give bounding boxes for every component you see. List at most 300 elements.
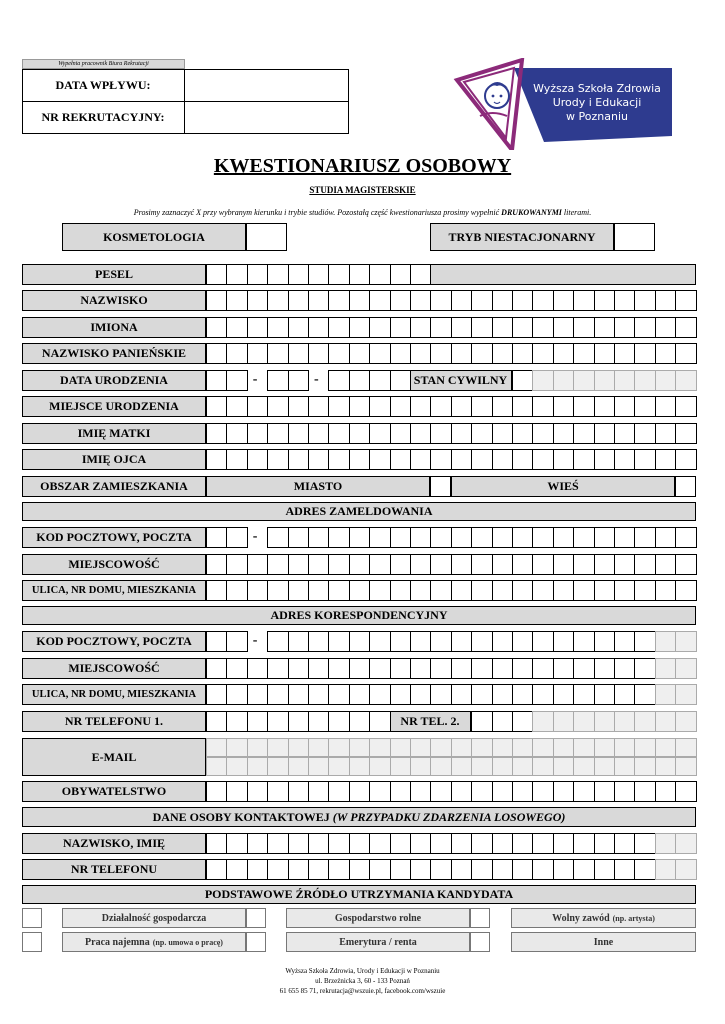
imie-ojca-cell[interactable] bbox=[206, 449, 227, 470]
email-1-cell[interactable] bbox=[655, 738, 676, 757]
imiona-cell[interactable] bbox=[206, 317, 227, 338]
email-1-cell[interactable] bbox=[451, 738, 472, 757]
email-1-cell[interactable] bbox=[553, 738, 574, 757]
kontakt-telefon-cell[interactable] bbox=[634, 859, 655, 880]
nazwisko-panienskie-cell[interactable] bbox=[349, 343, 370, 364]
nazwisko-cell[interactable] bbox=[288, 290, 309, 311]
imiona-cell[interactable] bbox=[512, 317, 533, 338]
kontakt-nazwisko-cell[interactable] bbox=[247, 833, 268, 854]
miejscowosc-cell[interactable] bbox=[288, 554, 309, 575]
kod-pocztowy-2b-cell[interactable] bbox=[553, 631, 574, 652]
kontakt-nazwisko-cell[interactable] bbox=[512, 833, 533, 854]
imiona-cell[interactable] bbox=[634, 317, 655, 338]
imie-matki-cell[interactable] bbox=[553, 423, 574, 444]
miejsce-urodzenia-cell[interactable] bbox=[471, 396, 492, 417]
nazwisko-panienskie-cell[interactable] bbox=[410, 343, 431, 364]
imiona-cell[interactable] bbox=[288, 317, 309, 338]
imiona-cell[interactable] bbox=[532, 317, 553, 338]
ulica-cell[interactable] bbox=[410, 580, 431, 601]
kod-pocztowy-2b-cell[interactable] bbox=[349, 631, 370, 652]
kod-pocztowy-2b-cell[interactable] bbox=[655, 631, 676, 652]
imie-matki-cell[interactable] bbox=[308, 423, 329, 444]
email-1-cell[interactable] bbox=[492, 738, 513, 757]
kod-pocztowy-b-cell[interactable] bbox=[532, 527, 553, 548]
kod-pocztowy-b-cell[interactable] bbox=[512, 527, 533, 548]
miejscowosc-cell[interactable] bbox=[512, 554, 533, 575]
checkbox-wies[interactable] bbox=[675, 476, 696, 497]
email-2-cell[interactable] bbox=[247, 757, 268, 776]
ulica-cell[interactable] bbox=[226, 580, 247, 601]
stan-cywilny-cell[interactable] bbox=[675, 370, 696, 391]
ulica-2-cell[interactable] bbox=[451, 684, 472, 705]
kontakt-telefon-cell[interactable] bbox=[655, 859, 676, 880]
kontakt-nazwisko-cell[interactable] bbox=[390, 833, 411, 854]
email-1-cell[interactable] bbox=[573, 738, 594, 757]
kod-pocztowy-cell[interactable] bbox=[206, 527, 227, 548]
kontakt-nazwisko-cell[interactable] bbox=[614, 833, 635, 854]
nazwisko-cell[interactable] bbox=[226, 290, 247, 311]
miejscowosc-2-cell[interactable] bbox=[390, 658, 411, 679]
miejscowosc-cell[interactable] bbox=[369, 554, 390, 575]
miejscowosc-2-cell[interactable] bbox=[410, 658, 431, 679]
kontakt-telefon-cell[interactable] bbox=[614, 859, 635, 880]
imie-matki-cell[interactable] bbox=[226, 423, 247, 444]
miejsce-urodzenia-cell[interactable] bbox=[634, 396, 655, 417]
imie-matki-cell[interactable] bbox=[206, 423, 227, 444]
obywatelstwo-cell[interactable] bbox=[451, 781, 472, 802]
telefon-2-cell[interactable] bbox=[471, 711, 492, 732]
kontakt-telefon-cell[interactable] bbox=[594, 859, 615, 880]
ulica-2-cell[interactable] bbox=[430, 684, 451, 705]
telefon-2-cell[interactable] bbox=[512, 711, 533, 732]
imie-ojca-cell[interactable] bbox=[247, 449, 268, 470]
imie-ojca-cell[interactable] bbox=[410, 449, 431, 470]
ulica-cell[interactable] bbox=[328, 580, 349, 601]
kontakt-telefon-cell[interactable] bbox=[410, 859, 431, 880]
email-2-cell[interactable] bbox=[328, 757, 349, 776]
ulica-2-cell[interactable] bbox=[471, 684, 492, 705]
imie-ojca-cell[interactable] bbox=[594, 449, 615, 470]
obywatelstwo-cell[interactable] bbox=[512, 781, 533, 802]
nazwisko-cell[interactable] bbox=[675, 290, 696, 311]
nazwisko-panienskie-cell[interactable] bbox=[390, 343, 411, 364]
imiona-cell[interactable] bbox=[390, 317, 411, 338]
email-2-cell[interactable] bbox=[573, 757, 594, 776]
nazwisko-cell[interactable] bbox=[410, 290, 431, 311]
obywatelstwo-cell[interactable] bbox=[206, 781, 227, 802]
ulica-cell[interactable] bbox=[430, 580, 451, 601]
kontakt-nazwisko-cell[interactable] bbox=[492, 833, 513, 854]
nazwisko-cell[interactable] bbox=[471, 290, 492, 311]
kod-pocztowy-2b-cell[interactable] bbox=[410, 631, 431, 652]
miejsce-urodzenia-cell[interactable] bbox=[206, 396, 227, 417]
miejscowosc-2-cell[interactable] bbox=[349, 658, 370, 679]
miejscowosc-cell[interactable] bbox=[247, 554, 268, 575]
kontakt-nazwisko-cell[interactable] bbox=[328, 833, 349, 854]
kontakt-nazwisko-cell[interactable] bbox=[369, 833, 390, 854]
imie-ojca-cell[interactable] bbox=[512, 449, 533, 470]
miejscowosc-cell[interactable] bbox=[492, 554, 513, 575]
email-1-cell[interactable] bbox=[267, 738, 288, 757]
kontakt-telefon-cell[interactable] bbox=[390, 859, 411, 880]
miejscowosc-cell[interactable] bbox=[553, 554, 574, 575]
imie-ojca-cell[interactable] bbox=[267, 449, 288, 470]
nazwisko-panienskie-cell[interactable] bbox=[451, 343, 472, 364]
imie-ojca-cell[interactable] bbox=[634, 449, 655, 470]
ulica-2-cell[interactable] bbox=[369, 684, 390, 705]
email-2-cell[interactable] bbox=[410, 757, 431, 776]
email-2-cell[interactable] bbox=[492, 757, 513, 776]
imie-matki-cell[interactable] bbox=[634, 423, 655, 444]
kod-pocztowy-2b-cell[interactable] bbox=[369, 631, 390, 652]
kod-pocztowy-b-cell[interactable] bbox=[410, 527, 431, 548]
email-2-cell[interactable] bbox=[655, 757, 676, 776]
email-2-cell[interactable] bbox=[206, 757, 227, 776]
ulica-cell[interactable] bbox=[471, 580, 492, 601]
miejscowosc-cell[interactable] bbox=[675, 554, 696, 575]
data-urodzenia-day-cell[interactable] bbox=[226, 370, 247, 391]
kod-pocztowy-2b-cell[interactable] bbox=[288, 631, 309, 652]
imie-ojca-cell[interactable] bbox=[349, 449, 370, 470]
ulica-cell[interactable] bbox=[512, 580, 533, 601]
ulica-2-cell[interactable] bbox=[614, 684, 635, 705]
email-1-cell[interactable] bbox=[532, 738, 553, 757]
miejscowosc-2-cell[interactable] bbox=[288, 658, 309, 679]
imiona-cell[interactable] bbox=[308, 317, 329, 338]
email-2-cell[interactable] bbox=[532, 757, 553, 776]
kontakt-nazwisko-cell[interactable] bbox=[349, 833, 370, 854]
miejsce-urodzenia-cell[interactable] bbox=[349, 396, 370, 417]
kontakt-telefon-cell[interactable] bbox=[349, 859, 370, 880]
ulica-2-cell[interactable] bbox=[512, 684, 533, 705]
kod-pocztowy-b-cell[interactable] bbox=[451, 527, 472, 548]
nazwisko-panienskie-cell[interactable] bbox=[553, 343, 574, 364]
miejscowosc-cell[interactable] bbox=[614, 554, 635, 575]
kod-pocztowy-b-cell[interactable] bbox=[471, 527, 492, 548]
imiona-cell[interactable] bbox=[349, 317, 370, 338]
kontakt-nazwisko-cell[interactable] bbox=[226, 833, 247, 854]
ulica-cell[interactable] bbox=[553, 580, 574, 601]
imie-matki-cell[interactable] bbox=[369, 423, 390, 444]
miejsce-urodzenia-cell[interactable] bbox=[267, 396, 288, 417]
nazwisko-cell[interactable] bbox=[451, 290, 472, 311]
kod-pocztowy-2-cell[interactable] bbox=[206, 631, 227, 652]
imiona-cell[interactable] bbox=[226, 317, 247, 338]
ulica-2-cell[interactable] bbox=[206, 684, 227, 705]
telefon-2-cell[interactable] bbox=[492, 711, 513, 732]
kontakt-telefon-cell[interactable] bbox=[553, 859, 574, 880]
obywatelstwo-cell[interactable] bbox=[614, 781, 635, 802]
imie-ojca-cell[interactable] bbox=[328, 449, 349, 470]
nazwisko-cell[interactable] bbox=[655, 290, 676, 311]
obywatelstwo-cell[interactable] bbox=[532, 781, 553, 802]
kod-pocztowy-2b-cell[interactable] bbox=[267, 631, 288, 652]
stan-cywilny-cell[interactable] bbox=[594, 370, 615, 391]
imie-ojca-cell[interactable] bbox=[492, 449, 513, 470]
miejsce-urodzenia-cell[interactable] bbox=[553, 396, 574, 417]
ulica-2-cell[interactable] bbox=[553, 684, 574, 705]
miejscowosc-2-cell[interactable] bbox=[328, 658, 349, 679]
miejsce-urodzenia-cell[interactable] bbox=[390, 396, 411, 417]
imie-ojca-cell[interactable] bbox=[369, 449, 390, 470]
kod-pocztowy-b-cell[interactable] bbox=[492, 527, 513, 548]
email-1-cell[interactable] bbox=[634, 738, 655, 757]
ulica-cell[interactable] bbox=[675, 580, 696, 601]
email-1-cell[interactable] bbox=[390, 738, 411, 757]
ulica-cell[interactable] bbox=[206, 580, 227, 601]
kontakt-nazwisko-cell[interactable] bbox=[594, 833, 615, 854]
imie-matki-cell[interactable] bbox=[288, 423, 309, 444]
obywatelstwo-cell[interactable] bbox=[410, 781, 431, 802]
imie-matki-cell[interactable] bbox=[247, 423, 268, 444]
telefon-2-cell[interactable] bbox=[614, 711, 635, 732]
imie-matki-cell[interactable] bbox=[410, 423, 431, 444]
email-2-cell[interactable] bbox=[267, 757, 288, 776]
miejscowosc-cell[interactable] bbox=[267, 554, 288, 575]
imiona-cell[interactable] bbox=[369, 317, 390, 338]
imiona-cell[interactable] bbox=[655, 317, 676, 338]
email-2-cell[interactable] bbox=[451, 757, 472, 776]
kod-pocztowy-b-cell[interactable] bbox=[553, 527, 574, 548]
miejscowosc-2-cell[interactable] bbox=[573, 658, 594, 679]
kod-pocztowy-b-cell[interactable] bbox=[675, 527, 696, 548]
miejscowosc-2-cell[interactable] bbox=[430, 658, 451, 679]
miejscowosc-cell[interactable] bbox=[655, 554, 676, 575]
imiona-cell[interactable] bbox=[430, 317, 451, 338]
kod-pocztowy-b-cell[interactable] bbox=[655, 527, 676, 548]
ulica-cell[interactable] bbox=[594, 580, 615, 601]
telefon-2-cell[interactable] bbox=[655, 711, 676, 732]
imie-ojca-cell[interactable] bbox=[226, 449, 247, 470]
email-1-cell[interactable] bbox=[430, 738, 451, 757]
imie-matki-cell[interactable] bbox=[614, 423, 635, 444]
email-1-cell[interactable] bbox=[471, 738, 492, 757]
pesel-cell[interactable] bbox=[206, 264, 227, 285]
kod-pocztowy-cell[interactable] bbox=[226, 527, 247, 548]
miejsce-urodzenia-cell[interactable] bbox=[288, 396, 309, 417]
kontakt-telefon-cell[interactable] bbox=[226, 859, 247, 880]
ulica-cell[interactable] bbox=[532, 580, 553, 601]
data-urodzenia-month-cell[interactable] bbox=[288, 370, 309, 391]
nazwisko-panienskie-cell[interactable] bbox=[655, 343, 676, 364]
telefon-1-cell[interactable] bbox=[226, 711, 247, 732]
telefon-1-cell[interactable] bbox=[206, 711, 227, 732]
ulica-2-cell[interactable] bbox=[655, 684, 676, 705]
imie-matki-cell[interactable] bbox=[573, 423, 594, 444]
kod-pocztowy-b-cell[interactable] bbox=[390, 527, 411, 548]
obywatelstwo-cell[interactable] bbox=[675, 781, 696, 802]
kontakt-nazwisko-cell[interactable] bbox=[451, 833, 472, 854]
obywatelstwo-cell[interactable] bbox=[634, 781, 655, 802]
ulica-cell[interactable] bbox=[267, 580, 288, 601]
ulica-2-cell[interactable] bbox=[226, 684, 247, 705]
imie-ojca-cell[interactable] bbox=[451, 449, 472, 470]
kod-pocztowy-2b-cell[interactable] bbox=[451, 631, 472, 652]
kontakt-nazwisko-cell[interactable] bbox=[430, 833, 451, 854]
imie-ojca-cell[interactable] bbox=[288, 449, 309, 470]
nazwisko-panienskie-cell[interactable] bbox=[226, 343, 247, 364]
miejscowosc-2-cell[interactable] bbox=[451, 658, 472, 679]
email-1-cell[interactable] bbox=[614, 738, 635, 757]
email-1-cell[interactable] bbox=[369, 738, 390, 757]
stan-cywilny-cell[interactable] bbox=[553, 370, 574, 391]
miejscowosc-2-cell[interactable] bbox=[512, 658, 533, 679]
kod-pocztowy-b-cell[interactable] bbox=[369, 527, 390, 548]
kontakt-telefon-cell[interactable] bbox=[492, 859, 513, 880]
imiona-cell[interactable] bbox=[675, 317, 696, 338]
miejsce-urodzenia-cell[interactable] bbox=[614, 396, 635, 417]
email-1-cell[interactable] bbox=[288, 738, 309, 757]
kontakt-telefon-cell[interactable] bbox=[247, 859, 268, 880]
kontakt-telefon-cell[interactable] bbox=[328, 859, 349, 880]
obywatelstwo-cell[interactable] bbox=[553, 781, 574, 802]
ulica-2-cell[interactable] bbox=[634, 684, 655, 705]
kod-pocztowy-b-cell[interactable] bbox=[288, 527, 309, 548]
imie-matki-cell[interactable] bbox=[594, 423, 615, 444]
kod-pocztowy-b-cell[interactable] bbox=[573, 527, 594, 548]
imie-ojca-cell[interactable] bbox=[553, 449, 574, 470]
email-2-cell[interactable] bbox=[614, 757, 635, 776]
email-1-cell[interactable] bbox=[226, 738, 247, 757]
imiona-cell[interactable] bbox=[492, 317, 513, 338]
imie-ojca-cell[interactable] bbox=[655, 449, 676, 470]
date-received-field[interactable] bbox=[185, 70, 348, 100]
miejscowosc-2-cell[interactable] bbox=[308, 658, 329, 679]
kod-pocztowy-2b-cell[interactable] bbox=[594, 631, 615, 652]
checkbox-miasto[interactable] bbox=[430, 476, 451, 497]
miejscowosc-cell[interactable] bbox=[594, 554, 615, 575]
pesel-cell[interactable] bbox=[288, 264, 309, 285]
ulica-2-cell[interactable] bbox=[267, 684, 288, 705]
course-kosmetologia-checkbox[interactable] bbox=[246, 223, 287, 251]
kod-pocztowy-2b-cell[interactable] bbox=[573, 631, 594, 652]
miejscowosc-2-cell[interactable] bbox=[206, 658, 227, 679]
nazwisko-panienskie-cell[interactable] bbox=[471, 343, 492, 364]
miejsce-urodzenia-cell[interactable] bbox=[512, 396, 533, 417]
kontakt-nazwisko-cell[interactable] bbox=[410, 833, 431, 854]
data-urodzenia-year-cell[interactable] bbox=[328, 370, 349, 391]
telefon-2-cell[interactable] bbox=[532, 711, 553, 732]
kod-pocztowy-b-cell[interactable] bbox=[308, 527, 329, 548]
miejsce-urodzenia-cell[interactable] bbox=[328, 396, 349, 417]
miejscowosc-cell[interactable] bbox=[410, 554, 431, 575]
obywatelstwo-cell[interactable] bbox=[226, 781, 247, 802]
telefon-2-cell[interactable] bbox=[634, 711, 655, 732]
income-checkbox-5[interactable] bbox=[246, 932, 266, 952]
pesel-cell[interactable] bbox=[390, 264, 411, 285]
pesel-cell[interactable] bbox=[226, 264, 247, 285]
nazwisko-cell[interactable] bbox=[430, 290, 451, 311]
ulica-2-cell[interactable] bbox=[573, 684, 594, 705]
miejscowosc-2-cell[interactable] bbox=[675, 658, 696, 679]
ulica-cell[interactable] bbox=[247, 580, 268, 601]
kod-pocztowy-b-cell[interactable] bbox=[267, 527, 288, 548]
miejsce-urodzenia-cell[interactable] bbox=[675, 396, 696, 417]
pesel-cell[interactable] bbox=[267, 264, 288, 285]
kontakt-telefon-cell[interactable] bbox=[532, 859, 553, 880]
miejscowosc-cell[interactable] bbox=[390, 554, 411, 575]
kod-pocztowy-b-cell[interactable] bbox=[349, 527, 370, 548]
nazwisko-panienskie-cell[interactable] bbox=[594, 343, 615, 364]
imie-ojca-cell[interactable] bbox=[471, 449, 492, 470]
miejscowosc-2-cell[interactable] bbox=[267, 658, 288, 679]
nazwisko-cell[interactable] bbox=[390, 290, 411, 311]
kontakt-nazwisko-cell[interactable] bbox=[532, 833, 553, 854]
miejscowosc-2-cell[interactable] bbox=[553, 658, 574, 679]
miejscowosc-cell[interactable] bbox=[226, 554, 247, 575]
miejsce-urodzenia-cell[interactable] bbox=[308, 396, 329, 417]
email-2-cell[interactable] bbox=[675, 757, 696, 776]
obywatelstwo-cell[interactable] bbox=[390, 781, 411, 802]
miejscowosc-cell[interactable] bbox=[573, 554, 594, 575]
kod-pocztowy-b-cell[interactable] bbox=[614, 527, 635, 548]
obywatelstwo-cell[interactable] bbox=[328, 781, 349, 802]
ulica-cell[interactable] bbox=[655, 580, 676, 601]
kod-pocztowy-2b-cell[interactable] bbox=[471, 631, 492, 652]
income-checkbox-4[interactable] bbox=[22, 932, 42, 952]
miejsce-urodzenia-cell[interactable] bbox=[226, 396, 247, 417]
kod-pocztowy-b-cell[interactable] bbox=[430, 527, 451, 548]
kod-pocztowy-2b-cell[interactable] bbox=[675, 631, 696, 652]
nazwisko-cell[interactable] bbox=[308, 290, 329, 311]
kod-pocztowy-2-cell[interactable] bbox=[226, 631, 247, 652]
imiona-cell[interactable] bbox=[573, 317, 594, 338]
ulica-2-cell[interactable] bbox=[328, 684, 349, 705]
kod-pocztowy-b-cell[interactable] bbox=[328, 527, 349, 548]
income-checkbox-3[interactable] bbox=[470, 908, 490, 928]
email-1-cell[interactable] bbox=[512, 738, 533, 757]
kod-pocztowy-b-cell[interactable] bbox=[634, 527, 655, 548]
nazwisko-cell[interactable] bbox=[532, 290, 553, 311]
imie-ojca-cell[interactable] bbox=[430, 449, 451, 470]
kod-pocztowy-2b-cell[interactable] bbox=[614, 631, 635, 652]
ulica-2-cell[interactable] bbox=[675, 684, 696, 705]
ulica-cell[interactable] bbox=[288, 580, 309, 601]
telefon-1-cell[interactable] bbox=[267, 711, 288, 732]
imie-matki-cell[interactable] bbox=[328, 423, 349, 444]
nazwisko-panienskie-cell[interactable] bbox=[532, 343, 553, 364]
miejscowosc-cell[interactable] bbox=[308, 554, 329, 575]
miejsce-urodzenia-cell[interactable] bbox=[451, 396, 472, 417]
nazwisko-panienskie-cell[interactable] bbox=[675, 343, 696, 364]
imie-matki-cell[interactable] bbox=[451, 423, 472, 444]
nazwisko-cell[interactable] bbox=[247, 290, 268, 311]
email-2-cell[interactable] bbox=[390, 757, 411, 776]
kontakt-nazwisko-cell[interactable] bbox=[267, 833, 288, 854]
telefon-1-cell[interactable] bbox=[349, 711, 370, 732]
telefon-2-cell[interactable] bbox=[675, 711, 696, 732]
pesel-cell[interactable] bbox=[328, 264, 349, 285]
miejsce-urodzenia-cell[interactable] bbox=[594, 396, 615, 417]
nazwisko-panienskie-cell[interactable] bbox=[247, 343, 268, 364]
imie-matki-cell[interactable] bbox=[430, 423, 451, 444]
miejsce-urodzenia-cell[interactable] bbox=[247, 396, 268, 417]
nazwisko-cell[interactable] bbox=[573, 290, 594, 311]
imiona-cell[interactable] bbox=[410, 317, 431, 338]
recruit-number-field[interactable] bbox=[185, 102, 348, 133]
imie-matki-cell[interactable] bbox=[532, 423, 553, 444]
nazwisko-panienskie-cell[interactable] bbox=[430, 343, 451, 364]
obywatelstwo-cell[interactable] bbox=[655, 781, 676, 802]
imie-matki-cell[interactable] bbox=[492, 423, 513, 444]
ulica-cell[interactable] bbox=[634, 580, 655, 601]
kod-pocztowy-2b-cell[interactable] bbox=[390, 631, 411, 652]
kontakt-telefon-cell[interactable] bbox=[288, 859, 309, 880]
nazwisko-cell[interactable] bbox=[328, 290, 349, 311]
ulica-2-cell[interactable] bbox=[308, 684, 329, 705]
stan-cywilny-cell[interactable] bbox=[532, 370, 553, 391]
kontakt-nazwisko-cell[interactable] bbox=[634, 833, 655, 854]
